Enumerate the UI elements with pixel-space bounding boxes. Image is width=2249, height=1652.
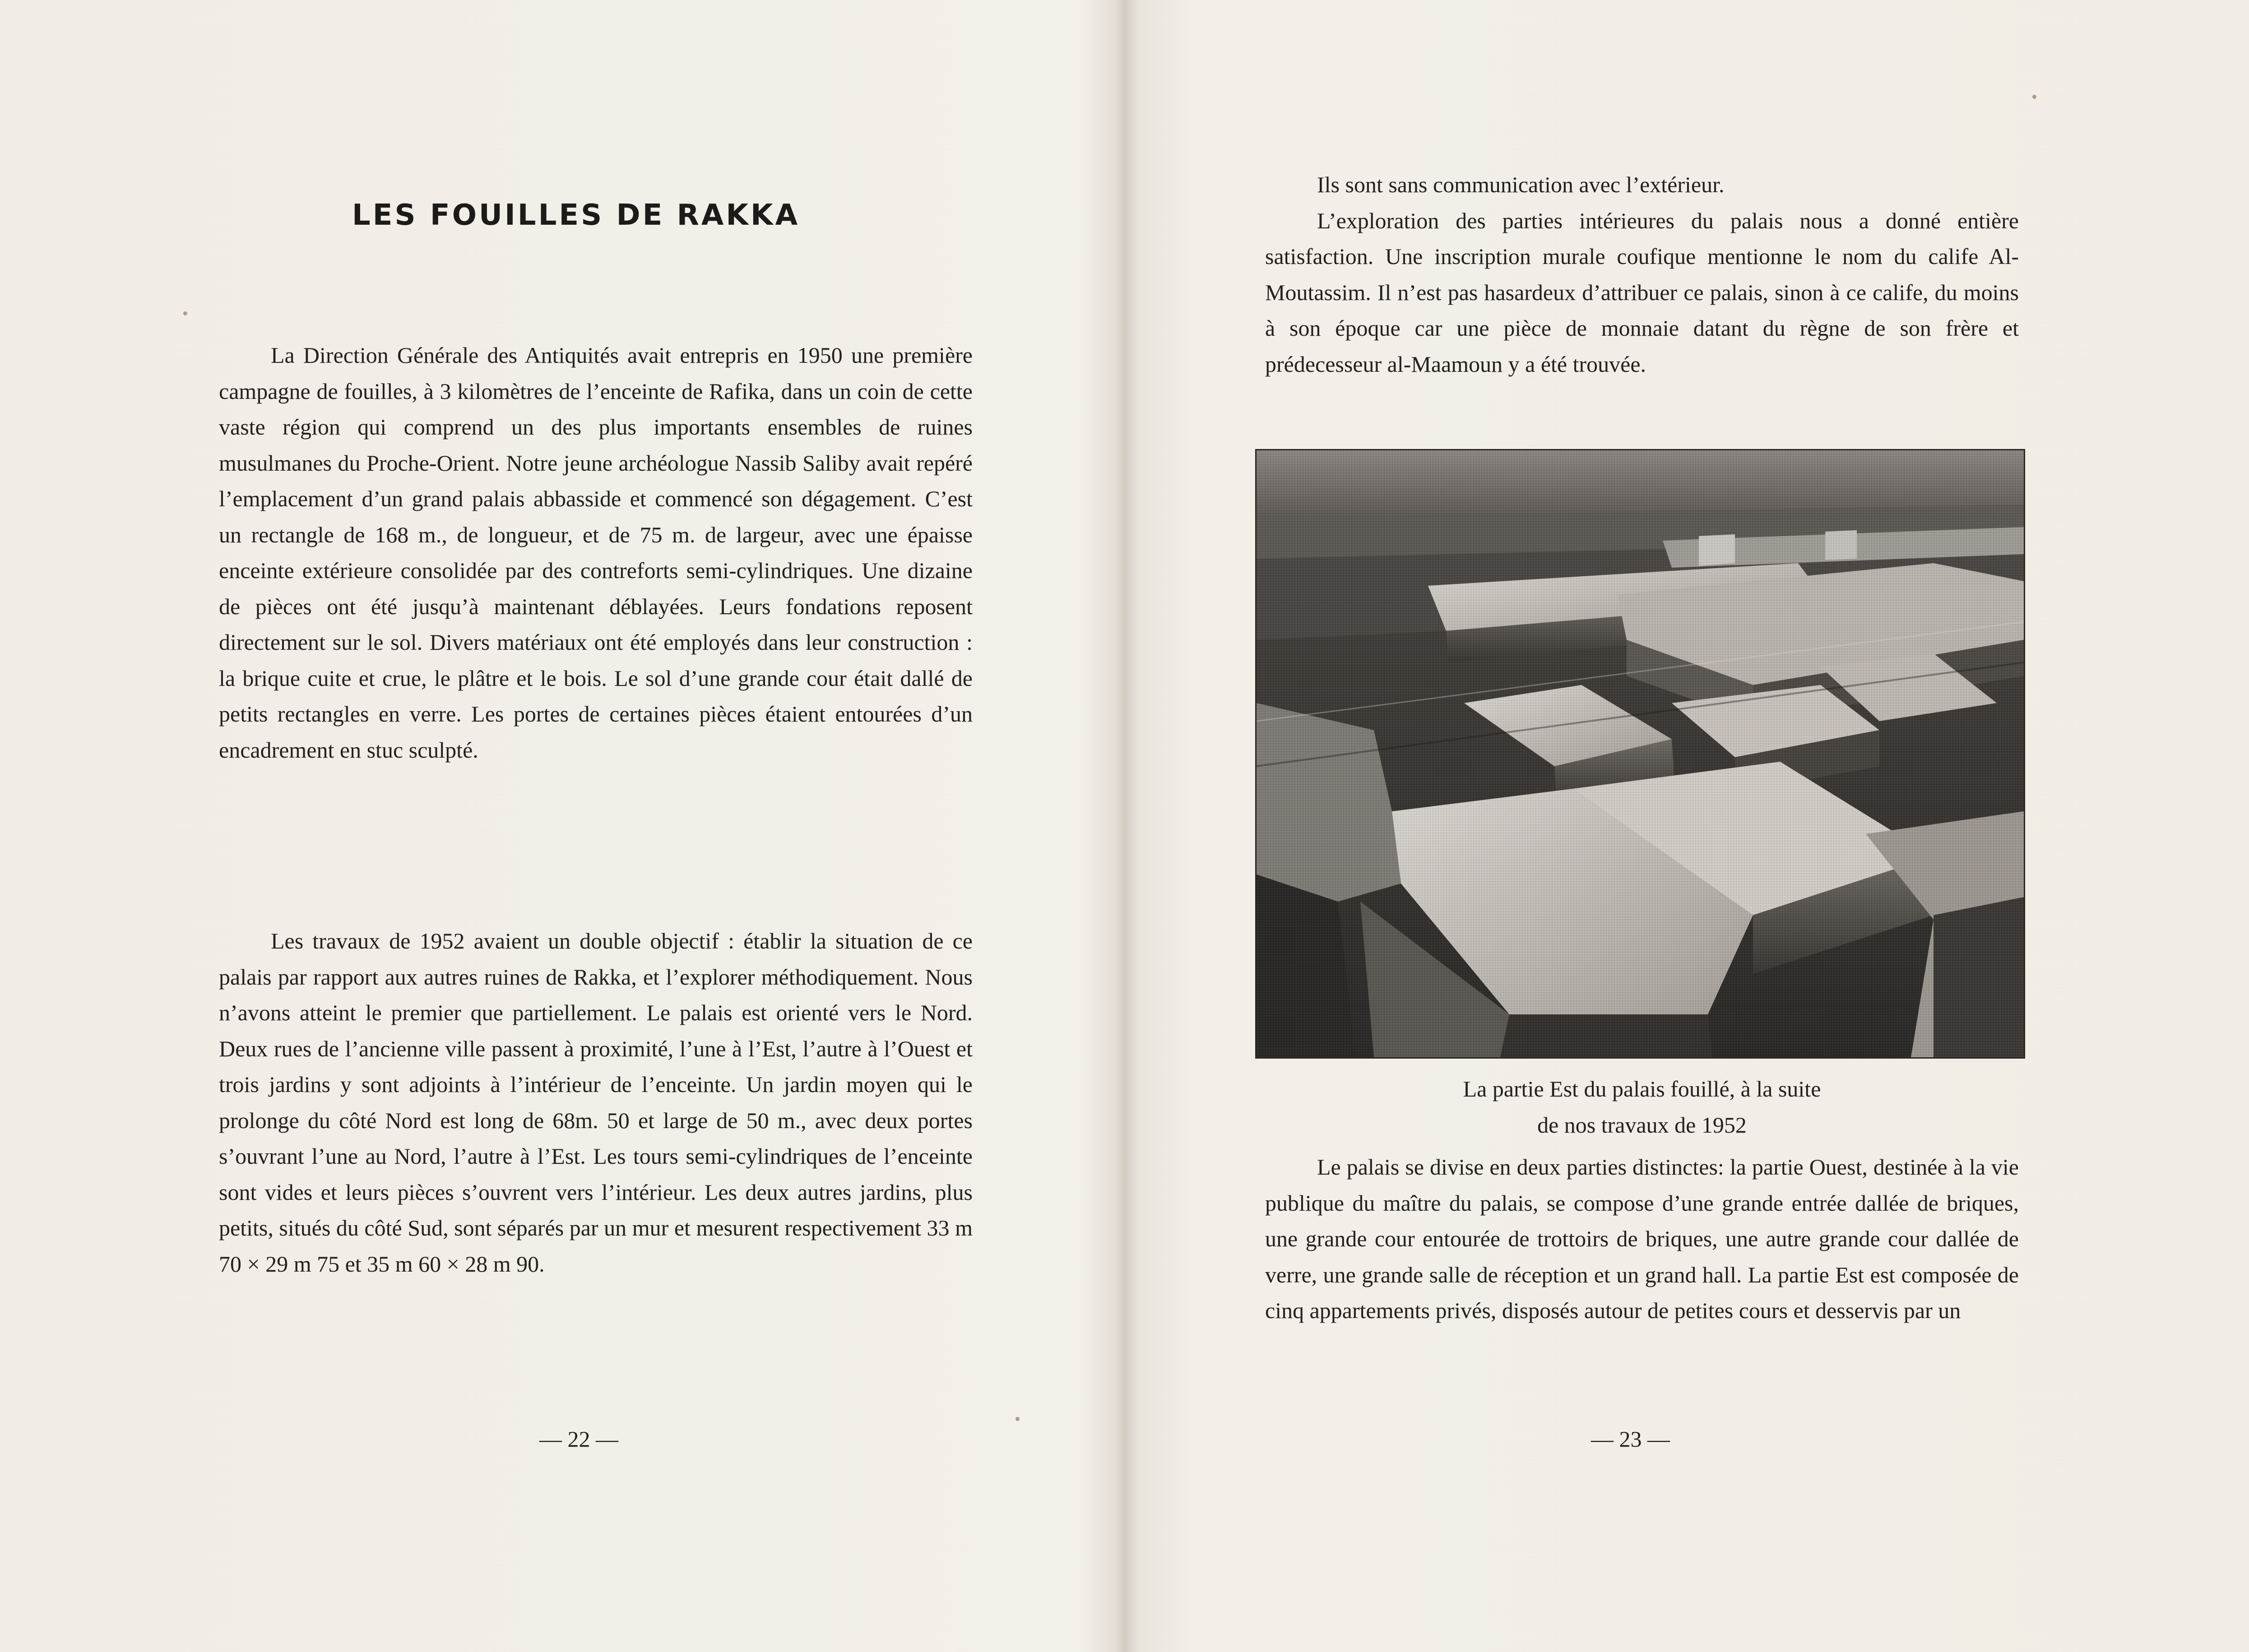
left-page xyxy=(0,0,1119,1652)
right-page xyxy=(1130,0,2249,1652)
page-title: LES FOUILLES DE RAKKA xyxy=(352,199,800,232)
right-paragraph-top-2: L’exploration des parties intérieures du palais nous a donné entière satisfaction. Une inscription murale coufique mentionne le nom du calife Al-Moutassim. Il n’est pas hasardeux d’attribuer ce palais, sinon à ce calife, du moins à son époque car une pièce de monnaie datant du règne de son frère et prédecesseur al-Maamoun y a été trouvée. xyxy=(1265,208,2019,377)
right-page-number: — 23 — xyxy=(1591,1426,1670,1452)
left-page-number: — 22 — xyxy=(539,1426,618,1452)
left-paragraph-1-block xyxy=(219,338,973,768)
right-bottom-text-block xyxy=(1265,1149,2019,1329)
paper-speck xyxy=(183,311,187,315)
right-paragraph-top-1: Ils sont sans communication avec l’extérieur. xyxy=(1317,172,1725,197)
excavation-photo xyxy=(1255,449,2025,1059)
left-paragraph-2-block xyxy=(219,923,973,1282)
paper-speck xyxy=(2032,95,2036,99)
left-paragraph-1: La Direction Générale des Antiquités avait entrepris en 1950 une première campagne de fouilles, à 3 kilomètres de l’enceinte de Rafika, dans un coin de cette vaste région qui comprend un des plus importants ensembles de ruines musulmanes du Proche-Orient. Notre jeune archéologue Nassib Saliby avait repéré l’emplacement d’un grand palais abbasside et commencé son dégagement. C’est un rectangle de 168 m., de longueur, et de 75 m. de largeur, avec une épaisse enceinte extérieure consolidée par des contreforts semi-cylindriques. Une dizaine de pièces ont été jusqu’à maintenant déblayées. Leurs fondations reposent directement sur le sol. Divers matériaux ont été employés dans leur construction : la brique cuite et crue, le plâtre et le bois. Le sol d’une grande cour était dallé de petits rectangles en verre. Les portes de certaines pièces étaient entourées d’un encadrement en stuc sculpté. xyxy=(219,342,973,763)
left-paragraph-2: Les travaux de 1952 avaient un double objectif : établir la situation de ce palais par rapport aux autres ruines de Rakka, et l’explorer méthodiquement. Nous n’avons atteint le premier que partiellement. Le palais est orienté vers le Nord. Deux rues de l’ancienne ville passent à proximité, l’une à l’Est, l’autre à l’Ouest et trois jardins y sont adjoints à l’intérieur de l’enceinte. Un jardin moyen qui le prolonge du côté Nord est long de 68m. 50 et large de 50 m., avec deux portes s’ouvrant l’une au Nord, l’autre à l’Est. Les tours semi-cylindriques de l’enceinte sont vides et leurs pièces s’ouvrent vers l’intérieur. Les deux autres jardins, plus petits, situés du côté Sud, sont séparés par un mur et mesurent respectivement 33 m 70 × 29 m 75 et 35 m 60 × 28 m 90. xyxy=(219,928,973,1277)
excavation-photo-image xyxy=(1257,450,2024,1057)
right-paragraph-bottom: Le palais se divise en deux parties distinctes: la partie Ouest, destinée à la vie publique du maître du palais, se compose d’une grande entrée dallée de briques, une grande cour entourée de trottoirs de briques, une autre grande cour dallée de verre, une grande salle de réception et un grand hall. La partie Est est composée de cinq appartements privés, disposés autour de petites cours et desservis par un xyxy=(1265,1154,2019,1323)
paper-speck xyxy=(1016,1417,1020,1421)
photo-caption-line-2: de nos travaux de 1952 xyxy=(1537,1112,1747,1138)
right-top-text-block xyxy=(1265,167,2019,382)
photo-caption-line-1: La partie Est du palais fouillé, à la suite xyxy=(1463,1076,1821,1101)
